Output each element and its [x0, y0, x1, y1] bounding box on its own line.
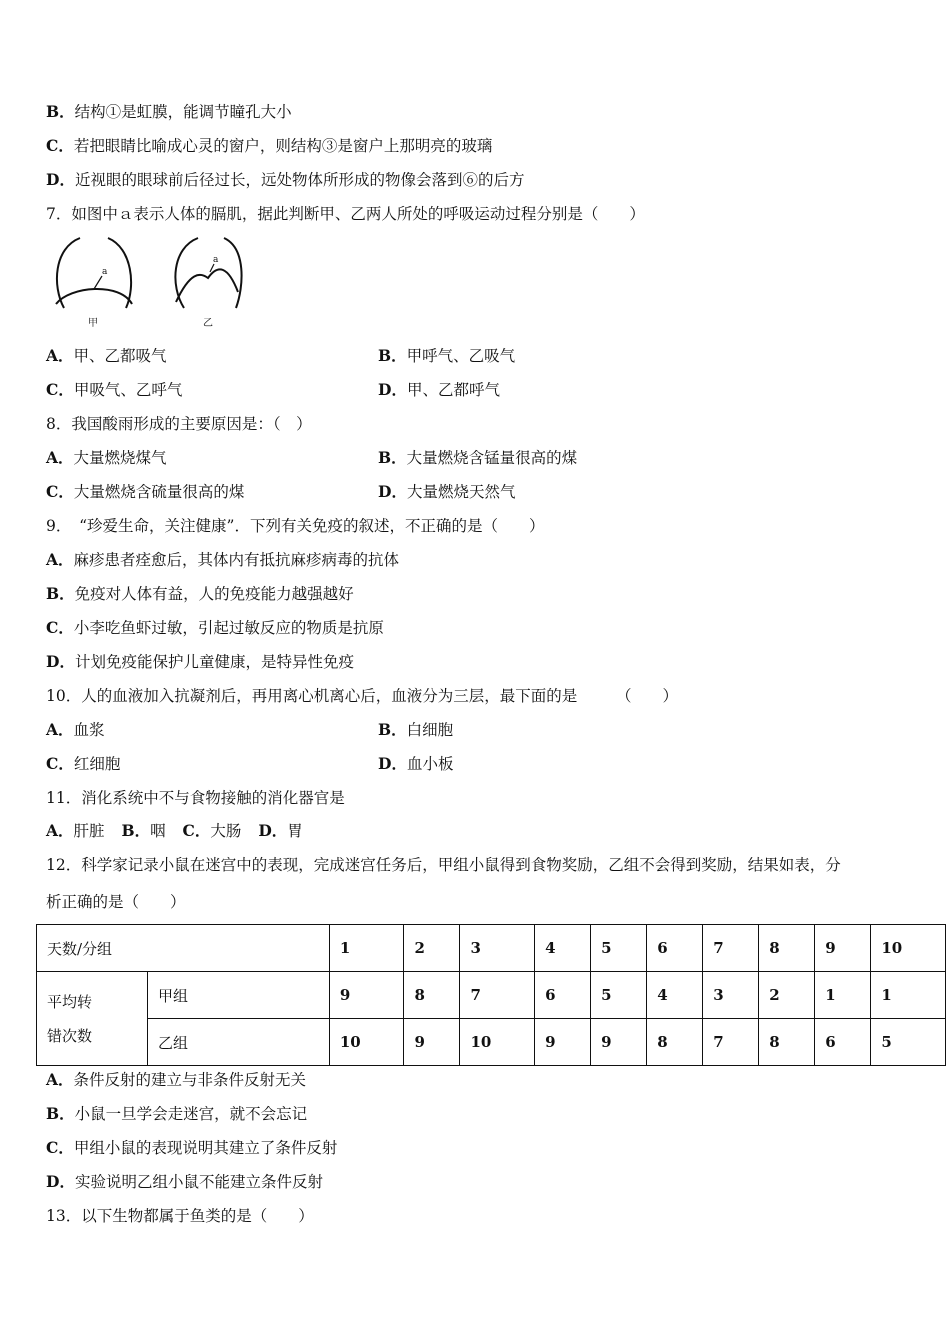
table-day-cell: 7 [703, 925, 759, 972]
figure-yi [175, 238, 241, 308]
q8-option-c: C．大量燃烧含硫量很高的煤 [46, 482, 245, 501]
figure-label-a1: a [102, 267, 108, 277]
table-day-cell: 6 [647, 925, 703, 972]
q6-option-c: C．若把眼睛比喻成心灵的窗户，则结构③是窗户上那明亮的玻璃 [46, 136, 493, 155]
q9-option-a: A．麻疹患者痊愈后，其体内有抵抗麻疹病毒的抗体 [46, 550, 400, 569]
table-cell: 1 [815, 972, 871, 1019]
q7-option-c: C．甲吸气、乙呼气 [46, 380, 183, 399]
table-cell: 6 [815, 1019, 871, 1066]
q10-option-a: A．血浆 [46, 720, 105, 739]
q7-option-d: D．甲、乙都呼气 [378, 380, 500, 399]
q11-options [46, 821, 315, 841]
table-cell: 7 [460, 972, 535, 1019]
q11-option-b: B．咽 [121, 821, 166, 840]
group-a-label: 甲组 [148, 972, 330, 1019]
table-day-cell: 9 [815, 925, 871, 972]
table-cell: 5 [591, 972, 647, 1019]
q12-stem-line1: 12．科学家记录小鼠在迷宫中的表现，完成迷宫任务后，甲组小鼠得到食物奖励，乙组不会得到奖励，结果如表，分 [46, 856, 841, 874]
q11-option-c: C．大肠 [182, 821, 242, 840]
table-cell: 8 [647, 1019, 703, 1066]
figure-jia [56, 238, 132, 308]
table-cell: 7 [703, 1019, 759, 1066]
table-cell: 9 [591, 1019, 647, 1066]
q11-option-a: A．肝脏 [46, 821, 105, 840]
table-cell: 9 [329, 972, 404, 1019]
q10-option-b: B．白细胞 [378, 720, 454, 739]
table-day-cell: 1 [329, 925, 404, 972]
figure-label-jia: 甲 [88, 318, 98, 329]
q9-option-c: C．小李吃鱼虾过敏，引起过敏反应的物质是抗原 [46, 618, 384, 637]
table-cell: 9 [535, 1019, 591, 1066]
table-cell: 6 [535, 972, 591, 1019]
q8-stem: 8．我国酸雨形成的主要原因是：（ ） [46, 415, 312, 433]
q7-stem: 7．如图中ａ表示人体的膈肌，据此判断甲、乙两人所处的呼吸运动过程分别是（ ） [46, 205, 645, 223]
table-row-group-a [37, 972, 946, 1019]
q8-option-b: B．大量燃烧含锰量很高的煤 [378, 448, 578, 467]
table-day-cell: 4 [535, 925, 591, 972]
q8-option-a: A．大量燃烧煤气 [46, 448, 167, 467]
maze-results-table [36, 924, 946, 1066]
q8-option-d: D．大量燃烧天然气 [378, 482, 516, 501]
table-day-cell: 8 [759, 925, 815, 972]
q10-option-c: C．红细胞 [46, 754, 121, 773]
q12-stem-line2: 析正确的是（ ） [46, 893, 186, 911]
table-header-row [37, 925, 946, 972]
figure-label-yi: 乙 [203, 318, 213, 329]
q7-option-b: B．甲呼气、乙吸气 [378, 346, 516, 365]
table-day-cell: 5 [591, 925, 647, 972]
table-cell: 10 [460, 1019, 535, 1066]
table-cell: 5 [871, 1019, 946, 1066]
table-day-cell: 10 [871, 925, 946, 972]
q9-option-d: D．计划免疫能保护儿童健康，是特异性免疫 [46, 652, 354, 671]
table-cell: 1 [871, 972, 946, 1019]
q12-option-a: A．条件反射的建立与非条件反射无关 [46, 1070, 307, 1089]
table-day-cell: 3 [460, 925, 535, 972]
table-cell: 9 [404, 1019, 460, 1066]
figure-label-a2: a [213, 255, 219, 265]
table-header-label: 天数/分组 [37, 925, 330, 972]
q13-stem: 13．以下生物都属于鱼类的是（ ） [46, 1207, 314, 1225]
q10-option-d: D．血小板 [378, 754, 454, 773]
group-b-label: 乙组 [148, 1019, 330, 1066]
table-cell: 4 [647, 972, 703, 1019]
table-row-label: 平均转 错次数 [37, 972, 148, 1066]
diaphragm-figure [50, 234, 250, 330]
table-cell: 10 [329, 1019, 404, 1066]
q12-option-c: C．甲组小鼠的表现说明其建立了条件反射 [46, 1138, 338, 1157]
table-row-group-b [37, 1019, 946, 1066]
table-cell: 2 [759, 972, 815, 1019]
q12-option-b: B．小鼠一旦学会走迷宫，就不会忘记 [46, 1104, 308, 1123]
q12-option-d: D．实验说明乙组小鼠不能建立条件反射 [46, 1172, 323, 1191]
q9-option-b: B．免疫对人体有益，人的免疫能力越强越好 [46, 584, 354, 603]
table-cell: 3 [703, 972, 759, 1019]
q7-option-a: A．甲、乙都吸气 [46, 346, 167, 365]
table-cell: 8 [759, 1019, 815, 1066]
q6-option-b: B．结构①是虹膜，能调节瞳孔大小 [46, 102, 292, 121]
q9-stem: 9． “珍爱生命，关注健康”．下列有关免疫的叙述，不正确的是（ ） [46, 517, 545, 535]
table-cell: 8 [404, 972, 460, 1019]
table-day-cell: 2 [404, 925, 460, 972]
q6-option-d: D．近视眼的眼球前后径过长，远处物体所形成的物像会落到⑥的后方 [46, 170, 525, 189]
q10-stem: 10．人的血液加入抗凝剂后，再用离心机离心后，血液分为三层，最下面的是 （ ） [46, 687, 678, 705]
q11-option-d: D．胃 [258, 821, 303, 840]
q11-stem: 11．消化系统中不与食物接触的消化器官是 [46, 789, 345, 807]
